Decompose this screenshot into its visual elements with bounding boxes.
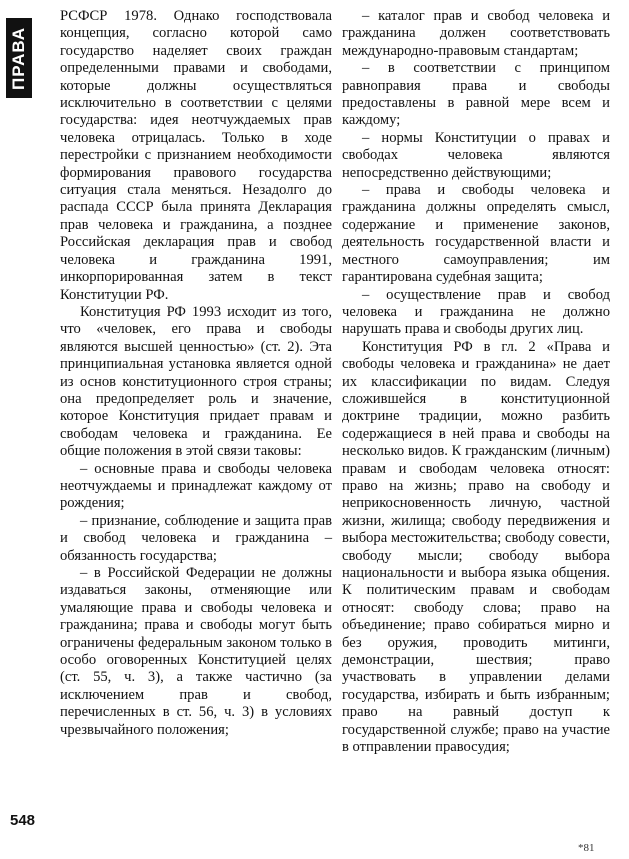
paragraph: РСФСР 1978. Однако господствовала концепция, согласно которой само государство наделяет своих граждан определенными правами и свободами, которые должны осуществляться исключительно в соответствии с целями государства: идея неотчуждаемых прав человека отрицалась. Только в ходе перестройки с признанием необходимости формирования правового государства ситуация стала меняться. Незадолго до распада СССР была принята Декларация прав человека и гражданина, а позднее Российская декларация прав и свобод человека и гражданина 1991, инкорпорированная затем в текст Конституции РФ. [60, 8, 332, 303]
list-item: – осуществление прав и свобод человека и гражданина не должно нарушать права и свободы других лиц. [342, 286, 610, 338]
list-item: – в Российской Федерации не должны издаваться законы, отменяющие или умаляющие права и свободы человека и гражданина; права и свободы могут быть ограничены федеральным законом только в особо оговоренных Конституцией целях (ст. 55, ч. 3), а также частично (за исключением прав и свобод, перечисленных в ст. 56, ч. 3) в условиях чрезвычайного положения; [60, 565, 332, 738]
paragraph: Конституция РФ 1993 исходит из того, что «человек, его права и свободы являются высшей ценностью» (ст. 2). Эта принципиальная установка является одной из основ конституционного строя страны; она предопределяет роль и значение, которое Конституция придает правам и свободам человека и гражданина. Ее общие положения в этой связи таковы: [60, 303, 332, 460]
left-text-column [60, 8, 332, 739]
list-item: – основные права и свободы человека неотчуждаемы и принадлежат каждому от рождения; [60, 460, 332, 512]
footer-mark: *81 [578, 842, 595, 854]
list-item: – права и свободы человека и гражданина должны определять смысл, содержание и применение законов, деятельность государственной власти и местного самоуправления; им гарантирована судебная защита; [342, 182, 610, 286]
section-tab-label: ПРАВА [6, 18, 32, 98]
page-number: 548 [10, 812, 36, 829]
list-item: – нормы Конституции о правах и свободах человека являются непосредственно действующими; [342, 129, 610, 181]
list-item: – каталог прав и свобод человека и гражданина должен соответствовать международно-правовым стандартам; [342, 8, 610, 59]
paragraph: Конституция РФ в гл. 2 «Права и свободы человека и гражданина» не дает их классификации по видам. Следуя сложившейся в конституционной доктрине традиции, можно разбить содержащиеся в ней права и свободы на несколько видов. К гражданским (личным) правам и свободам человека относят: право на жизнь; право на свободу и неприкосновенность личную, частной жизни, жилища; свободу передвижения и выбора местожительства; свободу совести, свободу мысли; свободу выбора национальности и выбора языка общения. К политическим правам и свободам относят: свободу слова; право на объединение; право собираться мирно и без оружия, проводить митинги, демонстрации, шествия; право участвовать в управлении делами государства, избирать и быть избранным; право на равный доступ к государственной службе; право на участие в отправлении правосудия; [342, 338, 610, 756]
list-item: – в соответствии с принципом равноправия права и свободы предоставлены в равной мере всем и каждому; [342, 60, 610, 129]
right-text-column [342, 8, 610, 756]
list-item: – признание, соблюдение и защита прав и свобод человека и гражданина – обязанность государства; [60, 512, 332, 564]
